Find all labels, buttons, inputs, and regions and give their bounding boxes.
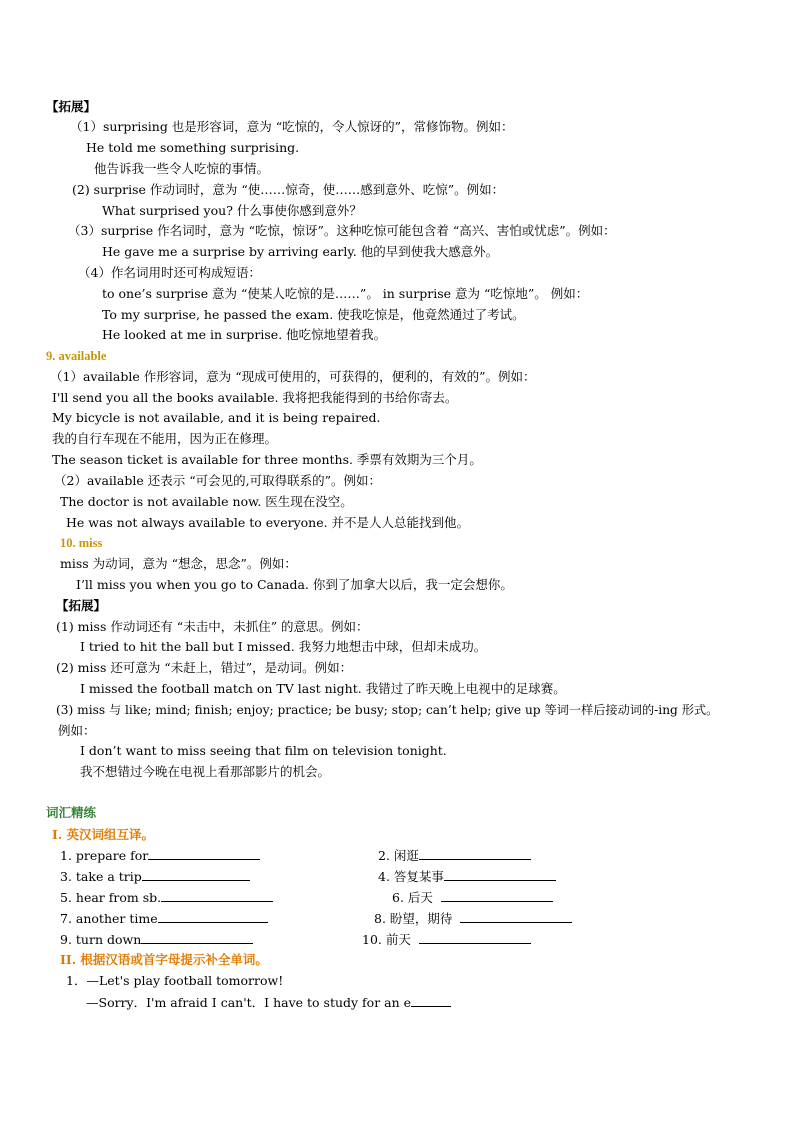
section-heading: 【拓展】 <box>56 598 107 613</box>
exercise-item: 1. prepare for <box>60 847 260 864</box>
example-line: To my surprise, he passed the exam. 使我吃惊是，他竟然通过了考试。 <box>102 307 525 322</box>
answer-blank[interactable] <box>161 889 273 902</box>
answer-blank[interactable] <box>419 847 531 860</box>
example-line: The season ticket is available for three months. 季票有效期为三个月。 <box>52 452 482 467</box>
example-line: 他告诉我一些令人吃惊的事情。 <box>94 161 270 176</box>
practice-heading: 词汇精练 <box>46 805 97 820</box>
example-line: He looked at me in surprise. 他吃惊地望着我。 <box>102 327 387 342</box>
answer-blank[interactable] <box>158 910 268 923</box>
answer-blank[interactable] <box>411 994 451 1007</box>
answer-blank[interactable] <box>148 847 260 860</box>
answer-blank[interactable] <box>460 910 572 923</box>
exercise-item: 4. 答复某事 <box>378 868 556 885</box>
text-line: (1) miss 作动词还有 “未击中，未抓住” 的意思。例如： <box>56 619 369 634</box>
example-line: I’ll miss you when you go to Canada. 你到了加拿大以后，我一定会想你。 <box>76 577 513 592</box>
example-line: to one’s surprise 意为 “使某人吃惊的是……”。 in surprise 意为 “吃惊地”。 例如： <box>102 286 589 301</box>
example-line: 我的自行车现在不能用，因为正在修理。 <box>52 431 278 446</box>
example-line: I don’t want to miss seeing that film on television tonight. <box>80 743 447 758</box>
text-line: （2）available 还表示 “可会见的,可取得联系的”。例如： <box>54 473 381 488</box>
exercise-item: 9. turn down <box>60 931 253 948</box>
example-line: 我不想错过今晚在电视上看那部影片的机会。 <box>80 764 331 779</box>
example-line: I missed the football match on TV last night. 我错过了昨天晚上电视中的足球赛。 <box>80 681 566 696</box>
answer-blank[interactable] <box>419 931 531 944</box>
item-heading: 9. available <box>46 349 107 363</box>
question-line: —Sorry．I'm afraid I can't．I have to study for an e <box>86 994 451 1011</box>
example-line: He gave me a surprise by arriving early. 他的早到使我大感意外。 <box>102 244 499 259</box>
text-line: (3) miss 与 like; mind; finish; enjoy; practice; be busy; stop; can’t help; give up 等词一样后接动词的-ing 形式。 <box>56 703 719 717</box>
text-line: (2) miss 还可意为 “未赶上，错过”，是动词。例如： <box>56 660 353 675</box>
answer-blank[interactable] <box>142 868 250 881</box>
text-line: 例如： <box>58 723 96 738</box>
exercise-item: 8. 盼望，期待 <box>374 910 572 927</box>
exercise-item: 3. take a trip <box>60 868 250 885</box>
text-line: （4）作名词用时还可构成短语： <box>78 265 261 280</box>
exercise-item: 5. hear from sb. <box>60 889 273 906</box>
example-line: What surprised you? 什么事使你感到意外？ <box>102 203 362 218</box>
example-line: I'll send you all the books available. 我将把我能得到的书给你寄去。 <box>52 390 458 405</box>
exercise-item: 6. 后天 <box>392 889 553 906</box>
example-line: He told me something surprising. <box>86 140 300 155</box>
text-line: (2) surprise 作动词时，意为 “使……惊奇，使……感到意外、吃惊”。例如： <box>72 182 505 197</box>
answer-blank[interactable] <box>141 931 253 944</box>
exercise-item: 10. 前天 <box>362 931 531 948</box>
question-line: 1．—Let's play football tomorrow! <box>66 973 284 988</box>
example-line: The doctor is not available now. 医生现在没空。 <box>60 494 353 509</box>
exercise-item: 2. 闲逛 <box>378 847 531 864</box>
example-line: My bicycle is not available, and it is being repaired. <box>52 410 381 425</box>
text-line: （1）surprising 也是形容词，意为 “吃惊的，令人惊讶的”，常修饰物。例如： <box>70 119 514 134</box>
text-line: miss 为动词，意为 “想念，思念”。例如： <box>60 556 297 571</box>
text-line: （1）available 作形容词，意为 “现成可使用的，可获得的，便利的，有效的”。例如： <box>50 369 536 384</box>
section-heading: 【拓展】 <box>46 99 97 114</box>
example-line: He was not always available to everyone. 并不是人人总能找到他。 <box>66 515 470 530</box>
item-heading: 10. miss <box>60 536 103 550</box>
exercise-title: I. 英汉词组互译。 <box>52 827 155 842</box>
answer-blank[interactable] <box>441 889 553 902</box>
text-line: （3）surprise 作名词时，意为 “吃惊，惊讶”。这种吃惊可能包含着 “高兴、害怕或忧虑”。例如： <box>68 223 616 238</box>
example-line: I tried to hit the ball but I missed. 我努力地想击中球，但却未成功。 <box>80 639 487 654</box>
exercise-title: II. 根据汉语或首字母提示补全单词。 <box>60 952 268 967</box>
answer-blank[interactable] <box>444 868 556 881</box>
exercise-item: 7. another time <box>60 910 268 927</box>
